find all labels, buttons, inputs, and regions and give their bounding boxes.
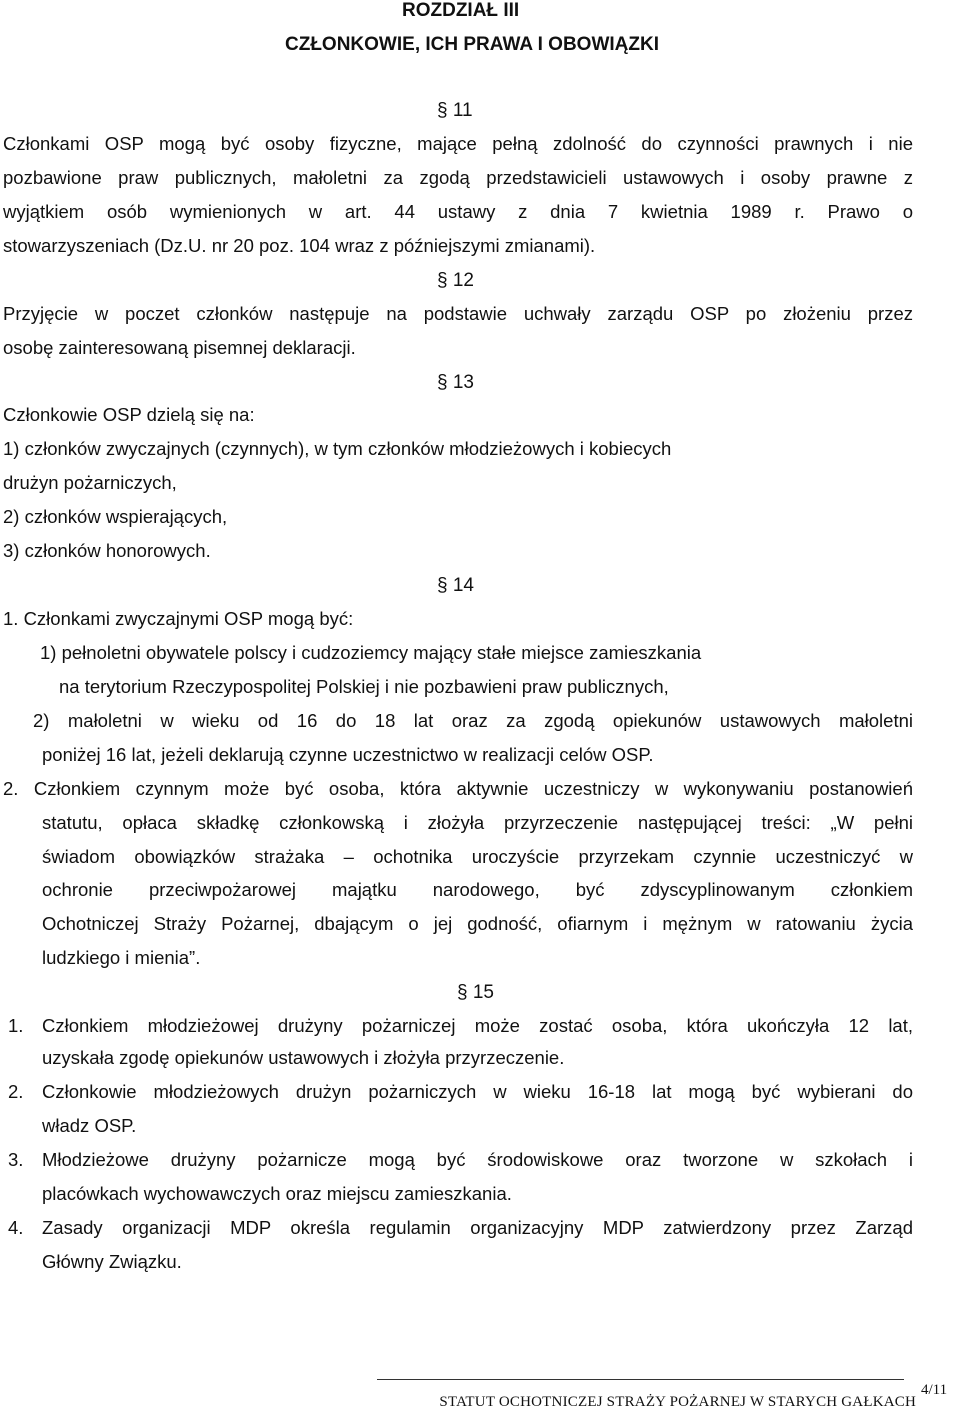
s15-item-3-line-1: Młodzieżowe drużyny pożarnicze mogą być środowiskowe oraz tworzone w szkołach i [42,1151,913,1170]
s11-line-4: stowarzyszeniach (Dz.U. nr 20 poz. 104 wraz z późniejszymi zmianami). [3,235,596,256]
section-14-heading: § 14 [437,575,474,596]
s15-item-1-number: 1. [8,1015,24,1036]
s14-line-2: 1) pełnoletni obywatele polscy i cudzoziemcy mający stałe miejsce zamieszkania [40,642,702,663]
footer-divider [377,1379,904,1380]
s11-line-2: pozbawione praw publicznych, małoletni za zgodą przedstawicieli ustawowych i osoby prawne z [3,169,913,188]
s11-line-1: Członkami OSP mogą być osoby fizyczne, mające pełną zdolność do czynności prawnych i nie [3,135,913,154]
s11-line-3: wyjątkiem osób wymienionych w art. 44 ustawy z dnia 7 kwietnia 1989 r. Prawo o [3,203,913,222]
s14-line-11: ludzkiego i mienia”. [42,947,201,968]
s14-line-10: Ochotniczej Straży Pożarnej, dbającym o jej godność, ofiarnym i mężnym w ratowaniu życia [42,915,913,934]
s12-line-2: osobę zainteresowaną pisemnej deklaracji. [3,337,356,358]
s13-line-4: 2) członków wspierających, [3,506,228,527]
chapter-title: CZŁONKOWIE, ICH PRAWA I OBOWIĄZKI [285,34,659,55]
s14-line-1: 1. Członkami zwyczajnymi OSP mogą być: [3,608,354,629]
s15-item-2-line-2: władz OSP. [42,1115,137,1136]
s15-item-3-number: 3. [8,1149,24,1170]
section-15-heading: § 15 [457,982,494,1003]
section-11-heading: § 11 [437,100,473,121]
chapter-number: ROZDZIAŁ III [402,0,520,21]
s14-line-5: poniżej 16 lat, jeżeli deklarują czynne uczestnictwo w realizacji celów OSP. [42,744,654,765]
s15-item-1-line-2: uzyskała zgodę opiekunów ustawowych i złożyła przyrzeczenie. [42,1047,565,1068]
s15-item-4-line-1: Zasady organizacji MDP określa regulamin organizacyjny MDP zatwierdzony przez Zarząd [42,1219,913,1238]
s15-item-2-line-1: Członkowie młodzieżowych drużyn pożarniczych w wieku 16-18 lat mogą być wybierani do [42,1083,913,1102]
s14-line-7: statutu, opłaca składkę członkowską i złożyła przyrzeczenie następującej treści: „W pełni [42,814,913,833]
s13-line-2: 1) członków zwyczajnych (czynnych), w tym członków młodzieżowych i kobiecych [3,438,672,459]
s14-line-9: ochronie przeciwpożarowej majątku narodowego, być zdyscyplinowanym członkiem [42,881,913,900]
section-12-heading: § 12 [437,270,474,291]
page-number: 4/11 [921,1382,948,1398]
section-13-heading: § 13 [437,372,474,393]
s15-item-1-line-1: Członkiem młodzieżowej drużyny pożarniczej może zostać osoba, która ukończyła 12 lat, [42,1017,913,1036]
s13-line-3: drużyn pożarniczych, [3,472,177,493]
s14-line-3: na terytorium Rzeczypospolitej Polskiej i nie pozbawieni praw publicznych, [59,676,669,697]
s13-line-1: Członkowie OSP dzielą się na: [3,404,255,425]
s14-line-8: świadom obowiązków strażaka – ochotnika uroczyście przyrzekam czynnie uczestniczyć w [42,848,913,867]
s15-item-3-line-2: placówkach wychowawczych oraz miejscu zamieszkania. [42,1183,512,1204]
s15-item-2-number: 2. [8,1081,24,1102]
s15-item-4-number: 4. [8,1217,24,1238]
footer-text: STATUT OCHOTNICZEJ STRAŻY POŻARNEJ W STARYCH GAŁKACH [439,1394,916,1410]
s14-line-4: 2) małoletni w wieku od 16 do 18 lat oraz za zgodą opiekunów ustawowych małoletni [33,712,913,731]
s12-line-1: Przyjęcie w poczet członków następuje na podstawie uchwały zarządu OSP po złożeniu przez [3,305,913,324]
s13-line-5: 3) członków honorowych. [3,540,211,561]
s15-item-4-line-2: Główny Związku. [42,1251,182,1272]
s14-line-6: 2. Członkiem czynnym może być osoba, która aktywnie uczestniczy w wykonywaniu postanowień [3,780,913,799]
